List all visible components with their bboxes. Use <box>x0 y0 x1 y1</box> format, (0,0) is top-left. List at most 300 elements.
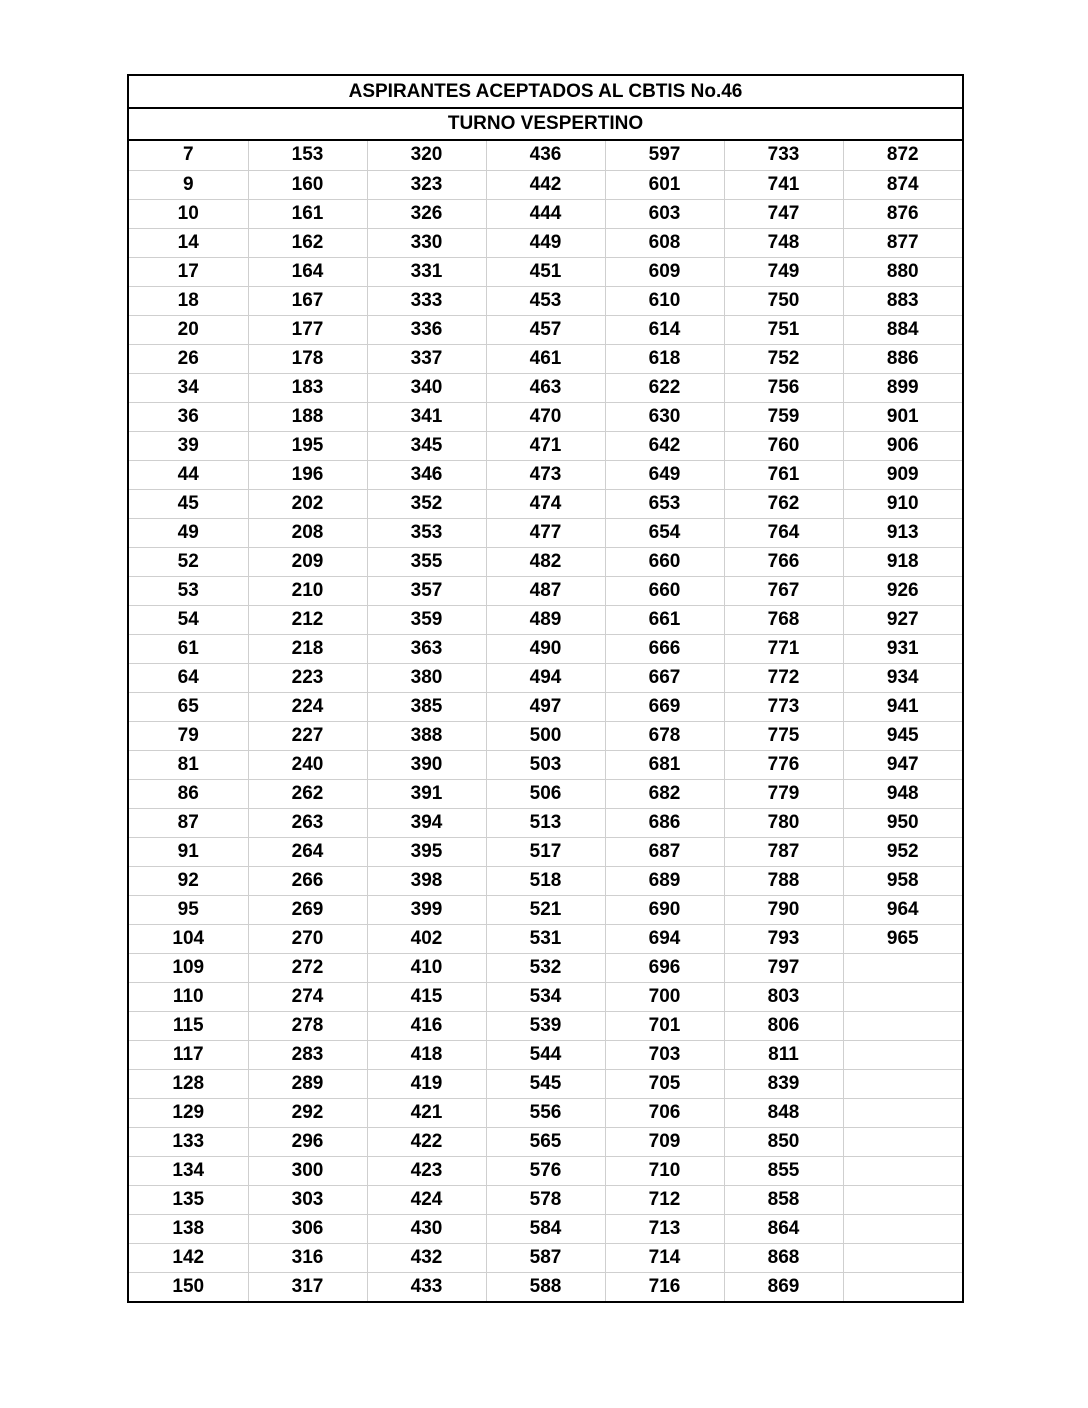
table-row <box>129 1243 962 1272</box>
applicant-number-cell: 433 <box>367 1272 486 1301</box>
table-row <box>129 721 962 750</box>
applicant-number-cell: 950 <box>843 808 962 837</box>
applicant-number-cell: 451 <box>486 257 605 286</box>
applicant-number-cell: 521 <box>486 895 605 924</box>
table-row <box>129 1040 962 1069</box>
applicant-number-cell: 756 <box>724 373 843 402</box>
applicant-number-cell: 363 <box>367 634 486 663</box>
applicant-number-cell: 474 <box>486 489 605 518</box>
table-row <box>129 1127 962 1156</box>
table-row <box>129 750 962 779</box>
applicant-number-cell: 135 <box>129 1185 248 1214</box>
applicant-number-cell: 278 <box>248 1011 367 1040</box>
applicant-number-cell: 868 <box>724 1243 843 1272</box>
applicant-number-cell: 945 <box>843 721 962 750</box>
applicant-number-cell: 681 <box>605 750 724 779</box>
applicant-number-cell <box>843 1214 962 1243</box>
table-row <box>129 489 962 518</box>
applicant-number-cell: 494 <box>486 663 605 692</box>
applicant-number-cell: 874 <box>843 170 962 199</box>
applicant-number-cell: 357 <box>367 576 486 605</box>
applicant-number-cell: 128 <box>129 1069 248 1098</box>
applicant-number-cell: 682 <box>605 779 724 808</box>
applicant-number-cell: 161 <box>248 199 367 228</box>
applicant-number-cell: 630 <box>605 402 724 431</box>
applicant-number-cell: 690 <box>605 895 724 924</box>
applicant-number-cell: 654 <box>605 518 724 547</box>
table-row <box>129 1098 962 1127</box>
applicant-number-cell: 775 <box>724 721 843 750</box>
applicant-number-cell: 490 <box>486 634 605 663</box>
applicant-number-cell: 177 <box>248 315 367 344</box>
applicant-number-cell: 941 <box>843 692 962 721</box>
applicant-number-cell: 274 <box>248 982 367 1011</box>
table-row <box>129 1011 962 1040</box>
applicant-number-cell: 934 <box>843 663 962 692</box>
applicant-number-cell: 587 <box>486 1243 605 1272</box>
applicant-number-cell: 642 <box>605 431 724 460</box>
applicant-number-cell: 710 <box>605 1156 724 1185</box>
applicant-number-cell: 167 <box>248 286 367 315</box>
applicant-number-cell: 787 <box>724 837 843 866</box>
applicant-number-cell: 240 <box>248 750 367 779</box>
table-row <box>129 982 962 1011</box>
applicant-number-cell: 385 <box>367 692 486 721</box>
table-row <box>129 431 962 460</box>
applicant-number-cell: 87 <box>129 808 248 837</box>
applicant-number-cell <box>843 1185 962 1214</box>
table-row <box>129 634 962 663</box>
applicant-number-cell: 762 <box>724 489 843 518</box>
applicant-number-cell <box>843 1156 962 1185</box>
applicant-number-cell: 36 <box>129 402 248 431</box>
applicant-number-cell: 306 <box>248 1214 367 1243</box>
applicant-number-cell: 926 <box>843 576 962 605</box>
applicant-number-cell: 952 <box>843 837 962 866</box>
applicant-number-cell: 292 <box>248 1098 367 1127</box>
table-body <box>129 141 962 1301</box>
applicant-number-cell: 712 <box>605 1185 724 1214</box>
applicant-number-cell: 419 <box>367 1069 486 1098</box>
applicant-number-cell: 296 <box>248 1127 367 1156</box>
applicant-number-cell: 444 <box>486 199 605 228</box>
applicant-number-cell: 195 <box>248 431 367 460</box>
table-row <box>129 344 962 373</box>
applicant-number-cell: 394 <box>367 808 486 837</box>
table-row <box>129 895 962 924</box>
applicant-number-cell: 432 <box>367 1243 486 1272</box>
applicant-number-cell: 958 <box>843 866 962 895</box>
applicant-number-cell: 52 <box>129 547 248 576</box>
applicant-number-cell: 706 <box>605 1098 724 1127</box>
applicant-number-cell: 696 <box>605 953 724 982</box>
applicant-number-cell: 653 <box>605 489 724 518</box>
applicant-number-cell: 517 <box>486 837 605 866</box>
applicant-number-cell: 430 <box>367 1214 486 1243</box>
table-row <box>129 692 962 721</box>
applicant-number-cell: 497 <box>486 692 605 721</box>
applicant-number-cell: 788 <box>724 866 843 895</box>
applicant-number-cell: 53 <box>129 576 248 605</box>
applicant-number-cell: 436 <box>486 141 605 170</box>
applicant-number-cell: 424 <box>367 1185 486 1214</box>
applicant-number-cell: 188 <box>248 402 367 431</box>
applicant-number-cell: 227 <box>248 721 367 750</box>
applicant-number-cell: 457 <box>486 315 605 344</box>
applicant-number-cell: 877 <box>843 228 962 257</box>
accepted-applicants-sheet <box>127 74 964 1303</box>
applicant-number-cell: 603 <box>605 199 724 228</box>
applicant-number-cell: 556 <box>486 1098 605 1127</box>
applicant-number-cell: 355 <box>367 547 486 576</box>
applicant-number-cell: 289 <box>248 1069 367 1098</box>
applicant-number-cell: 415 <box>367 982 486 1011</box>
applicant-number-cell: 534 <box>486 982 605 1011</box>
applicant-number-cell: 880 <box>843 257 962 286</box>
applicant-number-cell: 884 <box>843 315 962 344</box>
applicant-number-cell: 811 <box>724 1040 843 1069</box>
applicant-number-cell: 129 <box>129 1098 248 1127</box>
table-row <box>129 808 962 837</box>
applicant-number-cell: 473 <box>486 460 605 489</box>
applicant-number-cell: 927 <box>843 605 962 634</box>
applicant-number-cell: 750 <box>724 286 843 315</box>
applicant-number-cell <box>843 982 962 1011</box>
applicant-number-cell: 109 <box>129 953 248 982</box>
applicant-number-cell: 95 <box>129 895 248 924</box>
table-row <box>129 924 962 953</box>
applicant-number-cell: 597 <box>605 141 724 170</box>
applicant-number-cell: 759 <box>724 402 843 431</box>
applicant-number-cell: 948 <box>843 779 962 808</box>
applicant-number-cell: 54 <box>129 605 248 634</box>
applicant-number-cell <box>843 1272 962 1301</box>
applicant-number-cell: 500 <box>486 721 605 750</box>
applicant-number-cell <box>843 1243 962 1272</box>
applicant-number-cell: 380 <box>367 663 486 692</box>
applicant-number-cell: 660 <box>605 547 724 576</box>
table-row <box>129 373 962 402</box>
applicant-number-cell: 264 <box>248 837 367 866</box>
applicant-number-cell: 716 <box>605 1272 724 1301</box>
applicant-number-cell: 323 <box>367 170 486 199</box>
table-row <box>129 1156 962 1185</box>
table-row <box>129 402 962 431</box>
applicant-number-cell: 317 <box>248 1272 367 1301</box>
applicant-number-cell: 104 <box>129 924 248 953</box>
applicant-number-cell: 608 <box>605 228 724 257</box>
applicant-number-cell: 705 <box>605 1069 724 1098</box>
applicant-number-cell: 806 <box>724 1011 843 1040</box>
applicant-number-cell: 336 <box>367 315 486 344</box>
applicant-number-cell: 766 <box>724 547 843 576</box>
applicant-number-cell: 477 <box>486 518 605 547</box>
applicant-number-cell: 92 <box>129 866 248 895</box>
table-row <box>129 141 962 170</box>
applicant-number-cell: 965 <box>843 924 962 953</box>
applicant-number-cell: 333 <box>367 286 486 315</box>
applicant-number-cell: 767 <box>724 576 843 605</box>
applicant-number-cell <box>843 1011 962 1040</box>
applicant-number-cell: 208 <box>248 518 367 547</box>
applicant-number-cell: 899 <box>843 373 962 402</box>
applicant-number-cell: 669 <box>605 692 724 721</box>
table-row <box>129 1214 962 1243</box>
applicant-number-cell: 649 <box>605 460 724 489</box>
table-row <box>129 605 962 634</box>
table-row <box>129 460 962 489</box>
applicant-number-cell: 266 <box>248 866 367 895</box>
applicant-number-cell: 578 <box>486 1185 605 1214</box>
applicant-number-cell: 848 <box>724 1098 843 1127</box>
applicant-number-cell: 741 <box>724 170 843 199</box>
applicant-number-cell: 793 <box>724 924 843 953</box>
applicant-number-cell: 270 <box>248 924 367 953</box>
applicant-number-cell: 855 <box>724 1156 843 1185</box>
applicant-number-cell <box>843 953 962 982</box>
applicant-number-cell: 224 <box>248 692 367 721</box>
applicant-number-cell: 883 <box>843 286 962 315</box>
applicant-number-cell: 7 <box>129 141 248 170</box>
applicant-number-cell: 352 <box>367 489 486 518</box>
applicant-number-cell: 886 <box>843 344 962 373</box>
applicant-number-cell: 183 <box>248 373 367 402</box>
applicant-number-cell: 764 <box>724 518 843 547</box>
table-row <box>129 547 962 576</box>
applicant-number-cell: 752 <box>724 344 843 373</box>
applicant-number-cell: 453 <box>486 286 605 315</box>
applicant-number-cell: 449 <box>486 228 605 257</box>
applicant-number-cell: 797 <box>724 953 843 982</box>
applicant-number-cell: 416 <box>367 1011 486 1040</box>
shift-subtitle: TURNO VESPERTINO <box>129 109 962 141</box>
applicant-number-cell: 331 <box>367 257 486 286</box>
applicant-number-cell: 388 <box>367 721 486 750</box>
applicant-number-cell: 913 <box>843 518 962 547</box>
applicant-number-cell: 689 <box>605 866 724 895</box>
applicant-number-cell: 272 <box>248 953 367 982</box>
applicant-number-cell: 178 <box>248 344 367 373</box>
applicant-number-cell: 337 <box>367 344 486 373</box>
applicant-number-cell: 402 <box>367 924 486 953</box>
applicant-number-cell: 709 <box>605 1127 724 1156</box>
applicant-number-cell: 771 <box>724 634 843 663</box>
document-title: ASPIRANTES ACEPTADOS AL CBTIS No.46 <box>129 76 962 109</box>
applicant-number-cell: 760 <box>724 431 843 460</box>
applicant-number-cell: 694 <box>605 924 724 953</box>
applicant-number-cell: 858 <box>724 1185 843 1214</box>
applicant-number-cell: 503 <box>486 750 605 779</box>
table-row <box>129 1272 962 1301</box>
applicant-number-cell: 489 <box>486 605 605 634</box>
applicant-number-cell: 422 <box>367 1127 486 1156</box>
applicant-number-cell: 803 <box>724 982 843 1011</box>
applicant-number-cell: 714 <box>605 1243 724 1272</box>
applicant-number-cell: 666 <box>605 634 724 663</box>
applicant-number-cell: 532 <box>486 953 605 982</box>
applicant-number-cell: 340 <box>367 373 486 402</box>
applicant-number-cell: 931 <box>843 634 962 663</box>
applicant-number-cell: 346 <box>367 460 486 489</box>
applicant-number-cell: 110 <box>129 982 248 1011</box>
applicant-number-cell: 544 <box>486 1040 605 1069</box>
applicant-number-cell: 79 <box>129 721 248 750</box>
applicant-number-cell: 749 <box>724 257 843 286</box>
applicant-number-cell: 20 <box>129 315 248 344</box>
applicant-number-cell: 91 <box>129 837 248 866</box>
applicant-number-cell <box>843 1069 962 1098</box>
applicant-number-cell: 269 <box>248 895 367 924</box>
applicant-number-cell: 733 <box>724 141 843 170</box>
applicant-number-cell: 45 <box>129 489 248 518</box>
applicant-number-cell: 463 <box>486 373 605 402</box>
applicant-number-cell: 839 <box>724 1069 843 1098</box>
applicant-number-cell: 687 <box>605 837 724 866</box>
applicant-number-cell: 10 <box>129 199 248 228</box>
applicant-number-cell: 850 <box>724 1127 843 1156</box>
applicant-number-cell: 218 <box>248 634 367 663</box>
applicant-number-cell: 196 <box>248 460 367 489</box>
applicant-number-cell: 399 <box>367 895 486 924</box>
applicant-number-cell: 618 <box>605 344 724 373</box>
applicant-number-cell: 300 <box>248 1156 367 1185</box>
applicant-number-cell: 210 <box>248 576 367 605</box>
applicant-number-cell: 584 <box>486 1214 605 1243</box>
applicant-number-cell: 748 <box>724 228 843 257</box>
applicant-number-cell: 872 <box>843 141 962 170</box>
applicant-number-cell: 326 <box>367 199 486 228</box>
applicant-number-cell: 316 <box>248 1243 367 1272</box>
applicant-number-cell: 423 <box>367 1156 486 1185</box>
applicant-number-cell <box>843 1040 962 1069</box>
applicant-number-cell: 487 <box>486 576 605 605</box>
table-row <box>129 1185 962 1214</box>
applicant-number-cell: 910 <box>843 489 962 518</box>
applicant-number-cell: 418 <box>367 1040 486 1069</box>
applicant-number-cell: 601 <box>605 170 724 199</box>
applicant-number-cell: 142 <box>129 1243 248 1272</box>
applicant-number-cell: 747 <box>724 199 843 228</box>
applicant-number-cell: 86 <box>129 779 248 808</box>
applicant-number-cell: 776 <box>724 750 843 779</box>
applicant-number-cell: 539 <box>486 1011 605 1040</box>
applicant-number-cell: 864 <box>724 1214 843 1243</box>
applicant-number-cell: 17 <box>129 257 248 286</box>
applicant-number-cell: 39 <box>129 431 248 460</box>
applicant-number-cell: 614 <box>605 315 724 344</box>
applicant-number-cell: 565 <box>486 1127 605 1156</box>
table-row <box>129 170 962 199</box>
applicant-number-cell: 283 <box>248 1040 367 1069</box>
applicant-number-cell: 901 <box>843 402 962 431</box>
applicant-number-cell: 341 <box>367 402 486 431</box>
applicant-number-cell: 701 <box>605 1011 724 1040</box>
applicant-number-cell: 162 <box>248 228 367 257</box>
table-row <box>129 866 962 895</box>
applicant-number-cell: 660 <box>605 576 724 605</box>
applicant-number-cell: 153 <box>248 141 367 170</box>
applicant-number-cell: 345 <box>367 431 486 460</box>
applicant-number-cell: 117 <box>129 1040 248 1069</box>
applicant-number-cell: 303 <box>248 1185 367 1214</box>
applicant-number-cell: 576 <box>486 1156 605 1185</box>
table-row <box>129 779 962 808</box>
applicant-number-cell: 761 <box>724 460 843 489</box>
applicant-number-cell: 410 <box>367 953 486 982</box>
applicant-number-cell: 81 <box>129 750 248 779</box>
applicant-number-cell: 964 <box>843 895 962 924</box>
applicant-number-cell: 398 <box>367 866 486 895</box>
applicant-number-cell: 609 <box>605 257 724 286</box>
applicant-number-cell: 115 <box>129 1011 248 1040</box>
applicant-number-cell: 9 <box>129 170 248 199</box>
applicant-number-cell: 202 <box>248 489 367 518</box>
applicant-number-cell: 779 <box>724 779 843 808</box>
applicant-number-cell: 262 <box>248 779 367 808</box>
applicant-number-cell: 212 <box>248 605 367 634</box>
applicant-number-cell: 667 <box>605 663 724 692</box>
applicant-number-cell: 713 <box>605 1214 724 1243</box>
applicant-number-cell: 471 <box>486 431 605 460</box>
table-row <box>129 518 962 547</box>
applicant-number-cell: 470 <box>486 402 605 431</box>
applicant-number-cell: 622 <box>605 373 724 402</box>
applicant-number-cell: 14 <box>129 228 248 257</box>
table-row <box>129 953 962 982</box>
table-row <box>129 663 962 692</box>
applicant-number-cell: 160 <box>248 170 367 199</box>
applicant-number-cell: 391 <box>367 779 486 808</box>
applicant-number-cell: 150 <box>129 1272 248 1301</box>
applicant-number-cell: 686 <box>605 808 724 837</box>
applicant-number-cell: 18 <box>129 286 248 315</box>
applicant-number-cell: 65 <box>129 692 248 721</box>
applicant-number-cell: 700 <box>605 982 724 1011</box>
applicant-number-cell: 359 <box>367 605 486 634</box>
applicant-number-cell: 49 <box>129 518 248 547</box>
applicant-number-cell: 513 <box>486 808 605 837</box>
applicant-number-cell: 61 <box>129 634 248 663</box>
applicant-number-cell: 209 <box>248 547 367 576</box>
applicant-number-cell: 772 <box>724 663 843 692</box>
applicant-number-cell: 531 <box>486 924 605 953</box>
applicant-number-cell: 751 <box>724 315 843 344</box>
applicant-number-cell: 610 <box>605 286 724 315</box>
applicant-number-cell: 223 <box>248 663 367 692</box>
applicant-number-cell <box>843 1127 962 1156</box>
applicant-number-cell: 44 <box>129 460 248 489</box>
table-row <box>129 286 962 315</box>
applicant-number-cell: 26 <box>129 344 248 373</box>
applicant-number-cell: 442 <box>486 170 605 199</box>
table-row <box>129 228 962 257</box>
applicant-number-cell: 353 <box>367 518 486 547</box>
applicant-number-cell: 773 <box>724 692 843 721</box>
applicant-number-cell <box>843 1098 962 1127</box>
table-row <box>129 1069 962 1098</box>
applicant-number-cell: 661 <box>605 605 724 634</box>
applicant-number-cell: 263 <box>248 808 367 837</box>
applicant-number-cell: 134 <box>129 1156 248 1185</box>
table-row <box>129 257 962 286</box>
applicant-number-cell: 869 <box>724 1272 843 1301</box>
applicant-number-cell: 678 <box>605 721 724 750</box>
table-row <box>129 576 962 605</box>
applicant-number-cell: 390 <box>367 750 486 779</box>
applicant-number-cell: 918 <box>843 547 962 576</box>
applicant-number-cell: 876 <box>843 199 962 228</box>
applicant-number-cell: 909 <box>843 460 962 489</box>
